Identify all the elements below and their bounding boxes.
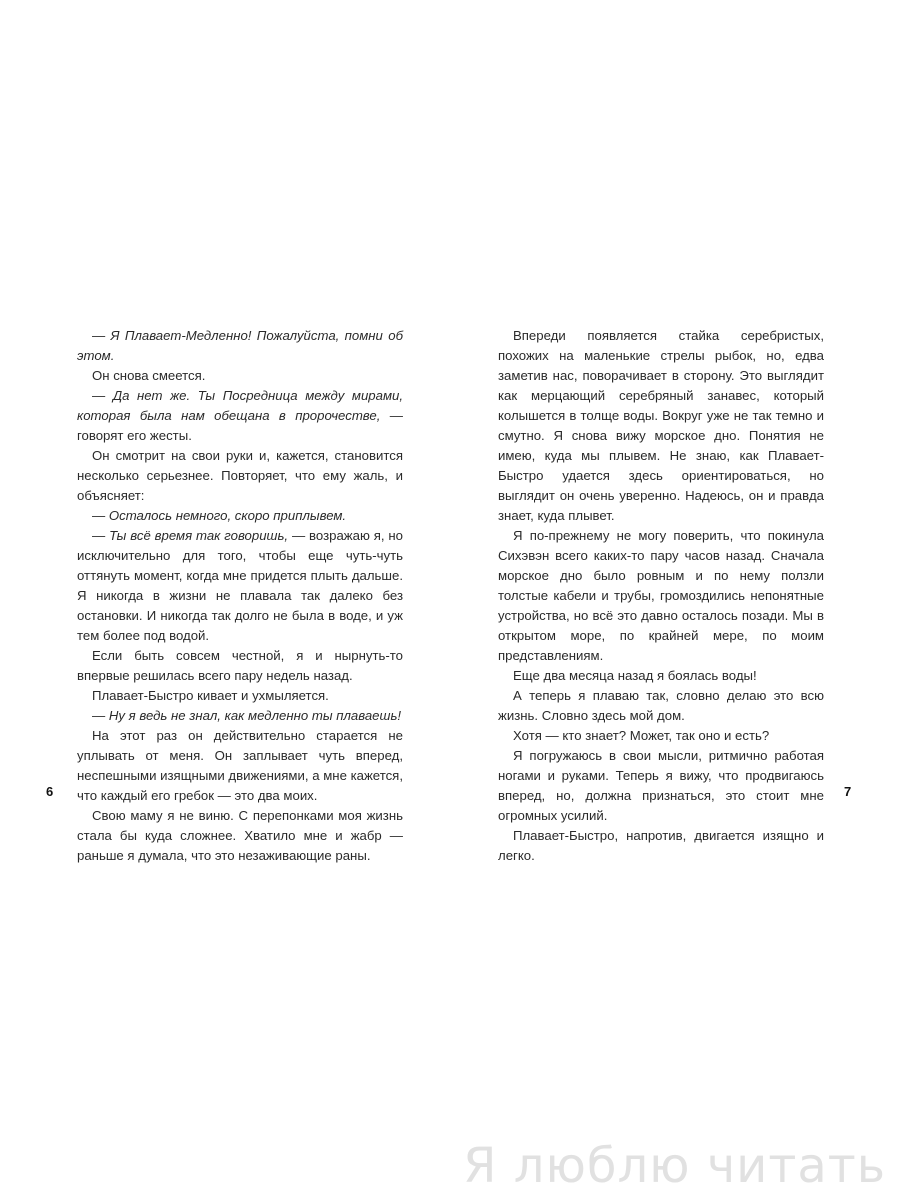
paragraph	[77, 706, 403, 726]
text-run: Я по-прежнему не могу поверить, что покинула Сихэвэн всего каких-то пару часов назад. Сначала морское дно было ровным и по нему ползли толстые кабели и трубы, громоздились непонятные устройства, но всё это давно осталось позади. Мы в открытом море, по крайней мере, по моим представлениям.	[498, 528, 824, 663]
text-run: — говорят его жесты.	[77, 408, 403, 443]
italic-speech: Ты всё время так говоришь,	[109, 528, 289, 543]
paragraph	[77, 386, 403, 446]
text-run: —	[92, 328, 111, 343]
italic-speech: Да нет же. Ты Посредница между мирами, которая была нам обещана в пророчестве,	[77, 388, 403, 423]
text-run: —	[92, 388, 113, 403]
text-run: Если быть совсем честной, я и нырнуть-то впервые решилась всего пару недель назад.	[77, 648, 403, 683]
text-run: Хотя — кто знает? Может, так оно и есть?	[513, 728, 770, 743]
italic-speech: Осталось немного, скоро приплывем.	[108, 508, 347, 523]
paragraph	[77, 526, 403, 646]
text-run: —	[92, 508, 109, 523]
text-run: Свою маму я не виню. С перепонками моя жизнь стала бы куда сложнее. Хватило мне и жабр — раньше я думала, что это незаживающие раны.	[77, 808, 403, 863]
paragraph	[77, 686, 403, 706]
paragraph	[77, 646, 403, 686]
watermark: Я люблю читать	[463, 1138, 886, 1194]
paragraph	[498, 746, 824, 826]
paragraph	[498, 666, 824, 686]
paragraph	[77, 506, 403, 526]
paragraph	[77, 326, 403, 366]
text-run: —	[92, 708, 109, 723]
right-page	[450, 0, 900, 1200]
left-page-text	[77, 326, 403, 866]
text-run: Еще два месяца назад я боялась воды!	[513, 668, 757, 683]
text-run: Впереди появляется стайка серебристых, похожих на маленькие стрелы рыбок, но, едва заметив нас, поворачивает в сторону. Это выглядит как мерцающий серебряный занавес, который колышется в толще воды. Вокруг уже не так темно и смутно. Я снова вижу морское дно. Понятия не имею, куда мы плывем. Не знаю, как Плавает-Быстро удается здесь ориентироваться, но выглядит он очень уверенно. Надеюсь, он и правда знает, куда плывет.	[498, 328, 824, 523]
italic-speech: Ну я ведь не знал, как медленно ты плаваешь!	[108, 708, 402, 723]
text-run: Плавает-Быстро, напротив, двигается изящно и легко.	[498, 828, 824, 863]
right-page-text	[498, 326, 824, 866]
text-run: А теперь я плаваю так, словно делаю это всю жизнь. Словно здесь мой дом.	[498, 688, 824, 723]
italic-speech: Я Плавает-Медленно! Пожалуйста, помни об этом.	[77, 328, 403, 363]
page-number-left: 6	[46, 784, 54, 799]
page-number-right: 7	[844, 784, 852, 799]
paragraph	[498, 526, 824, 666]
text-run: Он снова смеется.	[92, 368, 206, 383]
paragraph	[77, 726, 403, 806]
text-run: —	[92, 528, 110, 543]
text-run: Он смотрит на свои руки и, кажется, становится несколько серьезнее. Повторяет, что ему жаль, и объясняет:	[77, 448, 403, 503]
paragraph	[498, 726, 824, 746]
paragraph	[77, 366, 403, 386]
paragraph	[77, 446, 403, 506]
paragraph	[498, 326, 824, 526]
paragraph	[498, 686, 824, 726]
paragraph	[77, 806, 403, 866]
text-run: На этот раз он действительно старается не уплывать от меня. Он заплывает чуть вперед, неспешными изящными движениями, а мне кажется, что каждый его гребок — это два моих.	[77, 728, 403, 803]
text-run: — возражаю я, но исключительно для того, чтобы еще чуть-чуть оттянуть момент, когда мне придется плыть дальше. Я никогда в жизни не плавала так далеко без остановки. И никогда так долго не была в воде, и уж тем более под водой.	[77, 528, 403, 643]
paragraph	[498, 826, 824, 866]
text-run: Я погружаюсь в свои мысли, ритмично работая ногами и руками. Теперь я вижу, что продвигаюсь вперед, но, должна признаться, это стоит мне огромных усилий.	[498, 748, 824, 823]
text-run: Плавает-Быстро кивает и ухмыляется.	[92, 688, 329, 703]
